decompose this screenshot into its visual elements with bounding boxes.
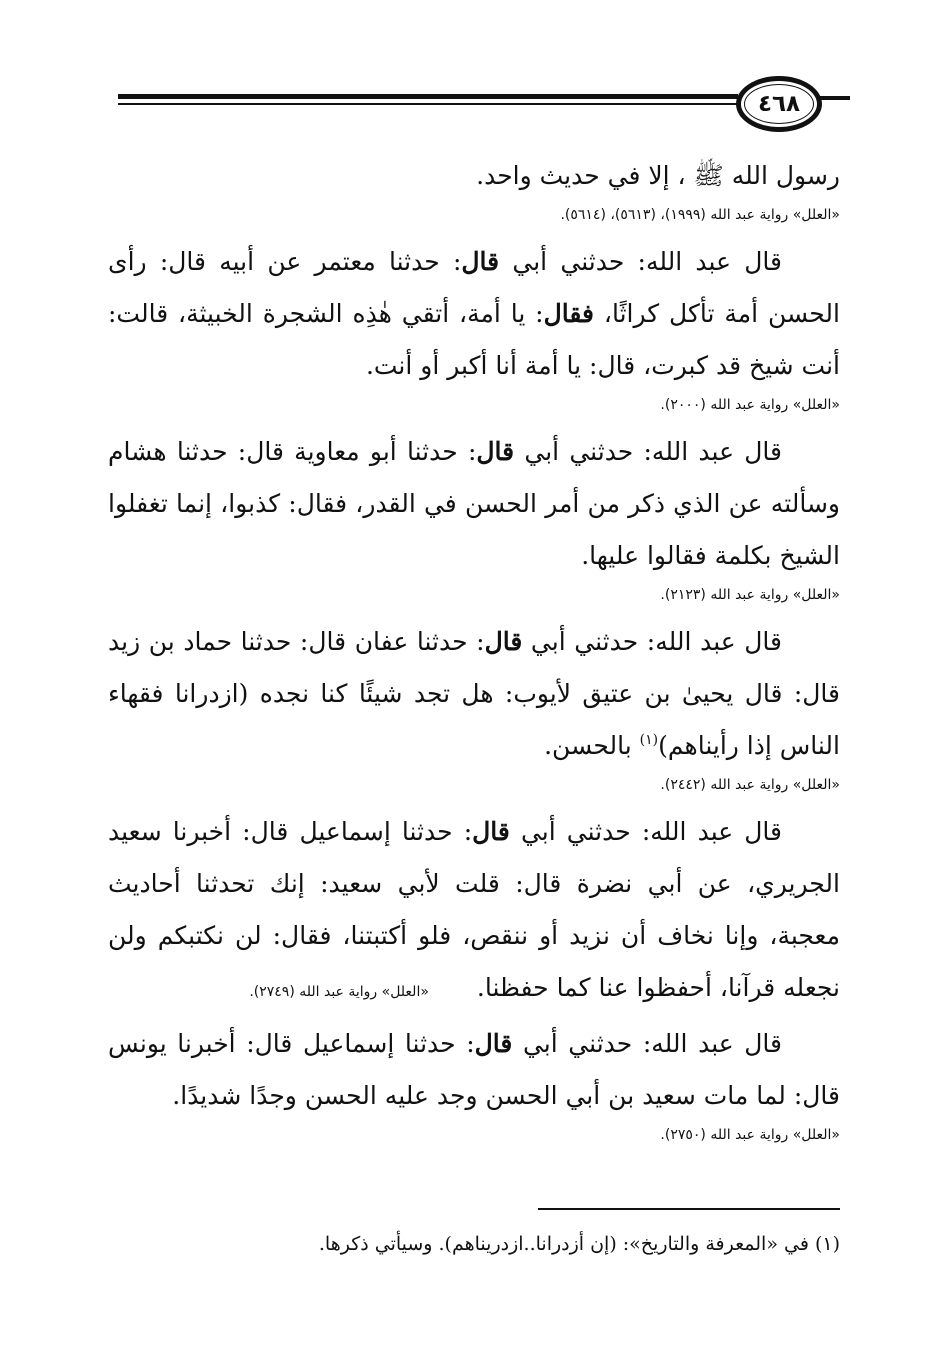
footnote-reference[interactable]: (١) — [639, 732, 659, 748]
header-rule — [118, 94, 738, 99]
header-rule-tail — [820, 96, 850, 100]
narration-text: : حدثنا أبو معاوية قال: حدثنا هشام وسألته عن الذي ذكر من أمر الحسن في القدر، فقال: كذبوا، إنما تغفلوا الشيخ بكلمة فقالوا عليها. — [108, 437, 840, 570]
narration-paragraph — [108, 426, 840, 582]
narration-paragraph — [108, 236, 840, 392]
source-citation: «العلل» رواية عبد الله (١٩٩٩)، (٥٦١٣)، (٥٦١٤). — [560, 207, 840, 223]
narration-text: قال عبد الله: حدثني أبي — [509, 817, 782, 846]
narration-text: قال عبد الله: حدثني أبي — [514, 437, 782, 466]
narration-text: : حدثنا إسماعيل قال: أخبرنا سعيد الجريري، عن أبي نضرة قال: قلت لأبي سعيد: إنك تحدثنا أحاديث معجبة، وإنا نخاف أن نزيد أو ننقص، فلو أكتبتنا، فقال: لن نكتبكم ولن نجعله قرآنا، أحفظوا عنا كما حفظنا. — [108, 817, 840, 1002]
intro-line — [108, 150, 840, 202]
footnote-divider — [538, 1208, 840, 1210]
keyword-qala: قال — [474, 1029, 513, 1058]
source-citation: «العلل» رواية عبد الله (٢٧٤٩). — [249, 984, 429, 1000]
narration-text: قال عبد الله: حدثني أبي — [499, 247, 782, 276]
narration-text: : حدثنا إسماعيل قال: أخبرنا يونس قال: لما مات سعيد بن أبي الحسن وجد عليه الحسن وجدًا شديدًا. — [108, 1029, 840, 1110]
page-number: ٤٦٨ — [757, 91, 801, 117]
keyword-qala: قال — [476, 437, 515, 466]
keyword-qala: قال — [484, 627, 523, 656]
page-header — [118, 72, 850, 138]
narration-text: بالحسن. — [544, 731, 640, 760]
narration-text: : حدثنا معتمر عن أبيه قال: رأى الحسن أمة تأكل كراثًا، — [108, 247, 840, 328]
page-number-frame — [736, 76, 822, 132]
narration-paragraph — [108, 806, 840, 1018]
keyword-faqala: فقال — [543, 299, 594, 328]
narration-paragraph — [108, 616, 840, 772]
footnote: (١) في «المعرفة والتاريخ»: (إن أزدرانا..ازدريناهم). وسيأتي ذكرها. — [318, 1233, 840, 1255]
keyword-qala: قال — [461, 247, 500, 276]
page-body — [108, 150, 840, 1156]
narration-paragraph — [108, 1018, 840, 1122]
source-citation: «العلل» رواية عبد الله (٢٠٠٠). — [660, 397, 840, 413]
source-citation: «العلل» رواية عبد الله (٢٤٤٢). — [660, 777, 840, 793]
keyword-qala: قال — [472, 817, 510, 846]
narration-text: قال عبد الله: حدثني أبي — [512, 1029, 782, 1058]
narration-text: : يا أمة، أتقي هٰذِه الشجرة الخبيثة، قالت: أنت شيخ قد كبرت، قال: يا أمة أنا أكبر أو أنت. — [108, 299, 840, 380]
narration-text: قال عبد الله: حدثني أبي — [522, 627, 782, 656]
source-citation: «العلل» رواية عبد الله (٢١٢٣). — [660, 587, 840, 603]
intro-text: رسول الله ﷺ ، إلا في حديث واحد. — [476, 161, 840, 190]
source-citation: «العلل» رواية عبد الله (٢٧٥٠). — [660, 1127, 840, 1143]
header-rule-thin — [118, 103, 738, 105]
narration-text: : حدثنا عفان قال: حدثنا حماد بن زيد قال: قال يحيىٰ بن عتيق لأيوب: هل تجد شيئًا كنا نجده (ازدرانا فقهاء الناس إذا رأيناهم) — [108, 627, 840, 760]
